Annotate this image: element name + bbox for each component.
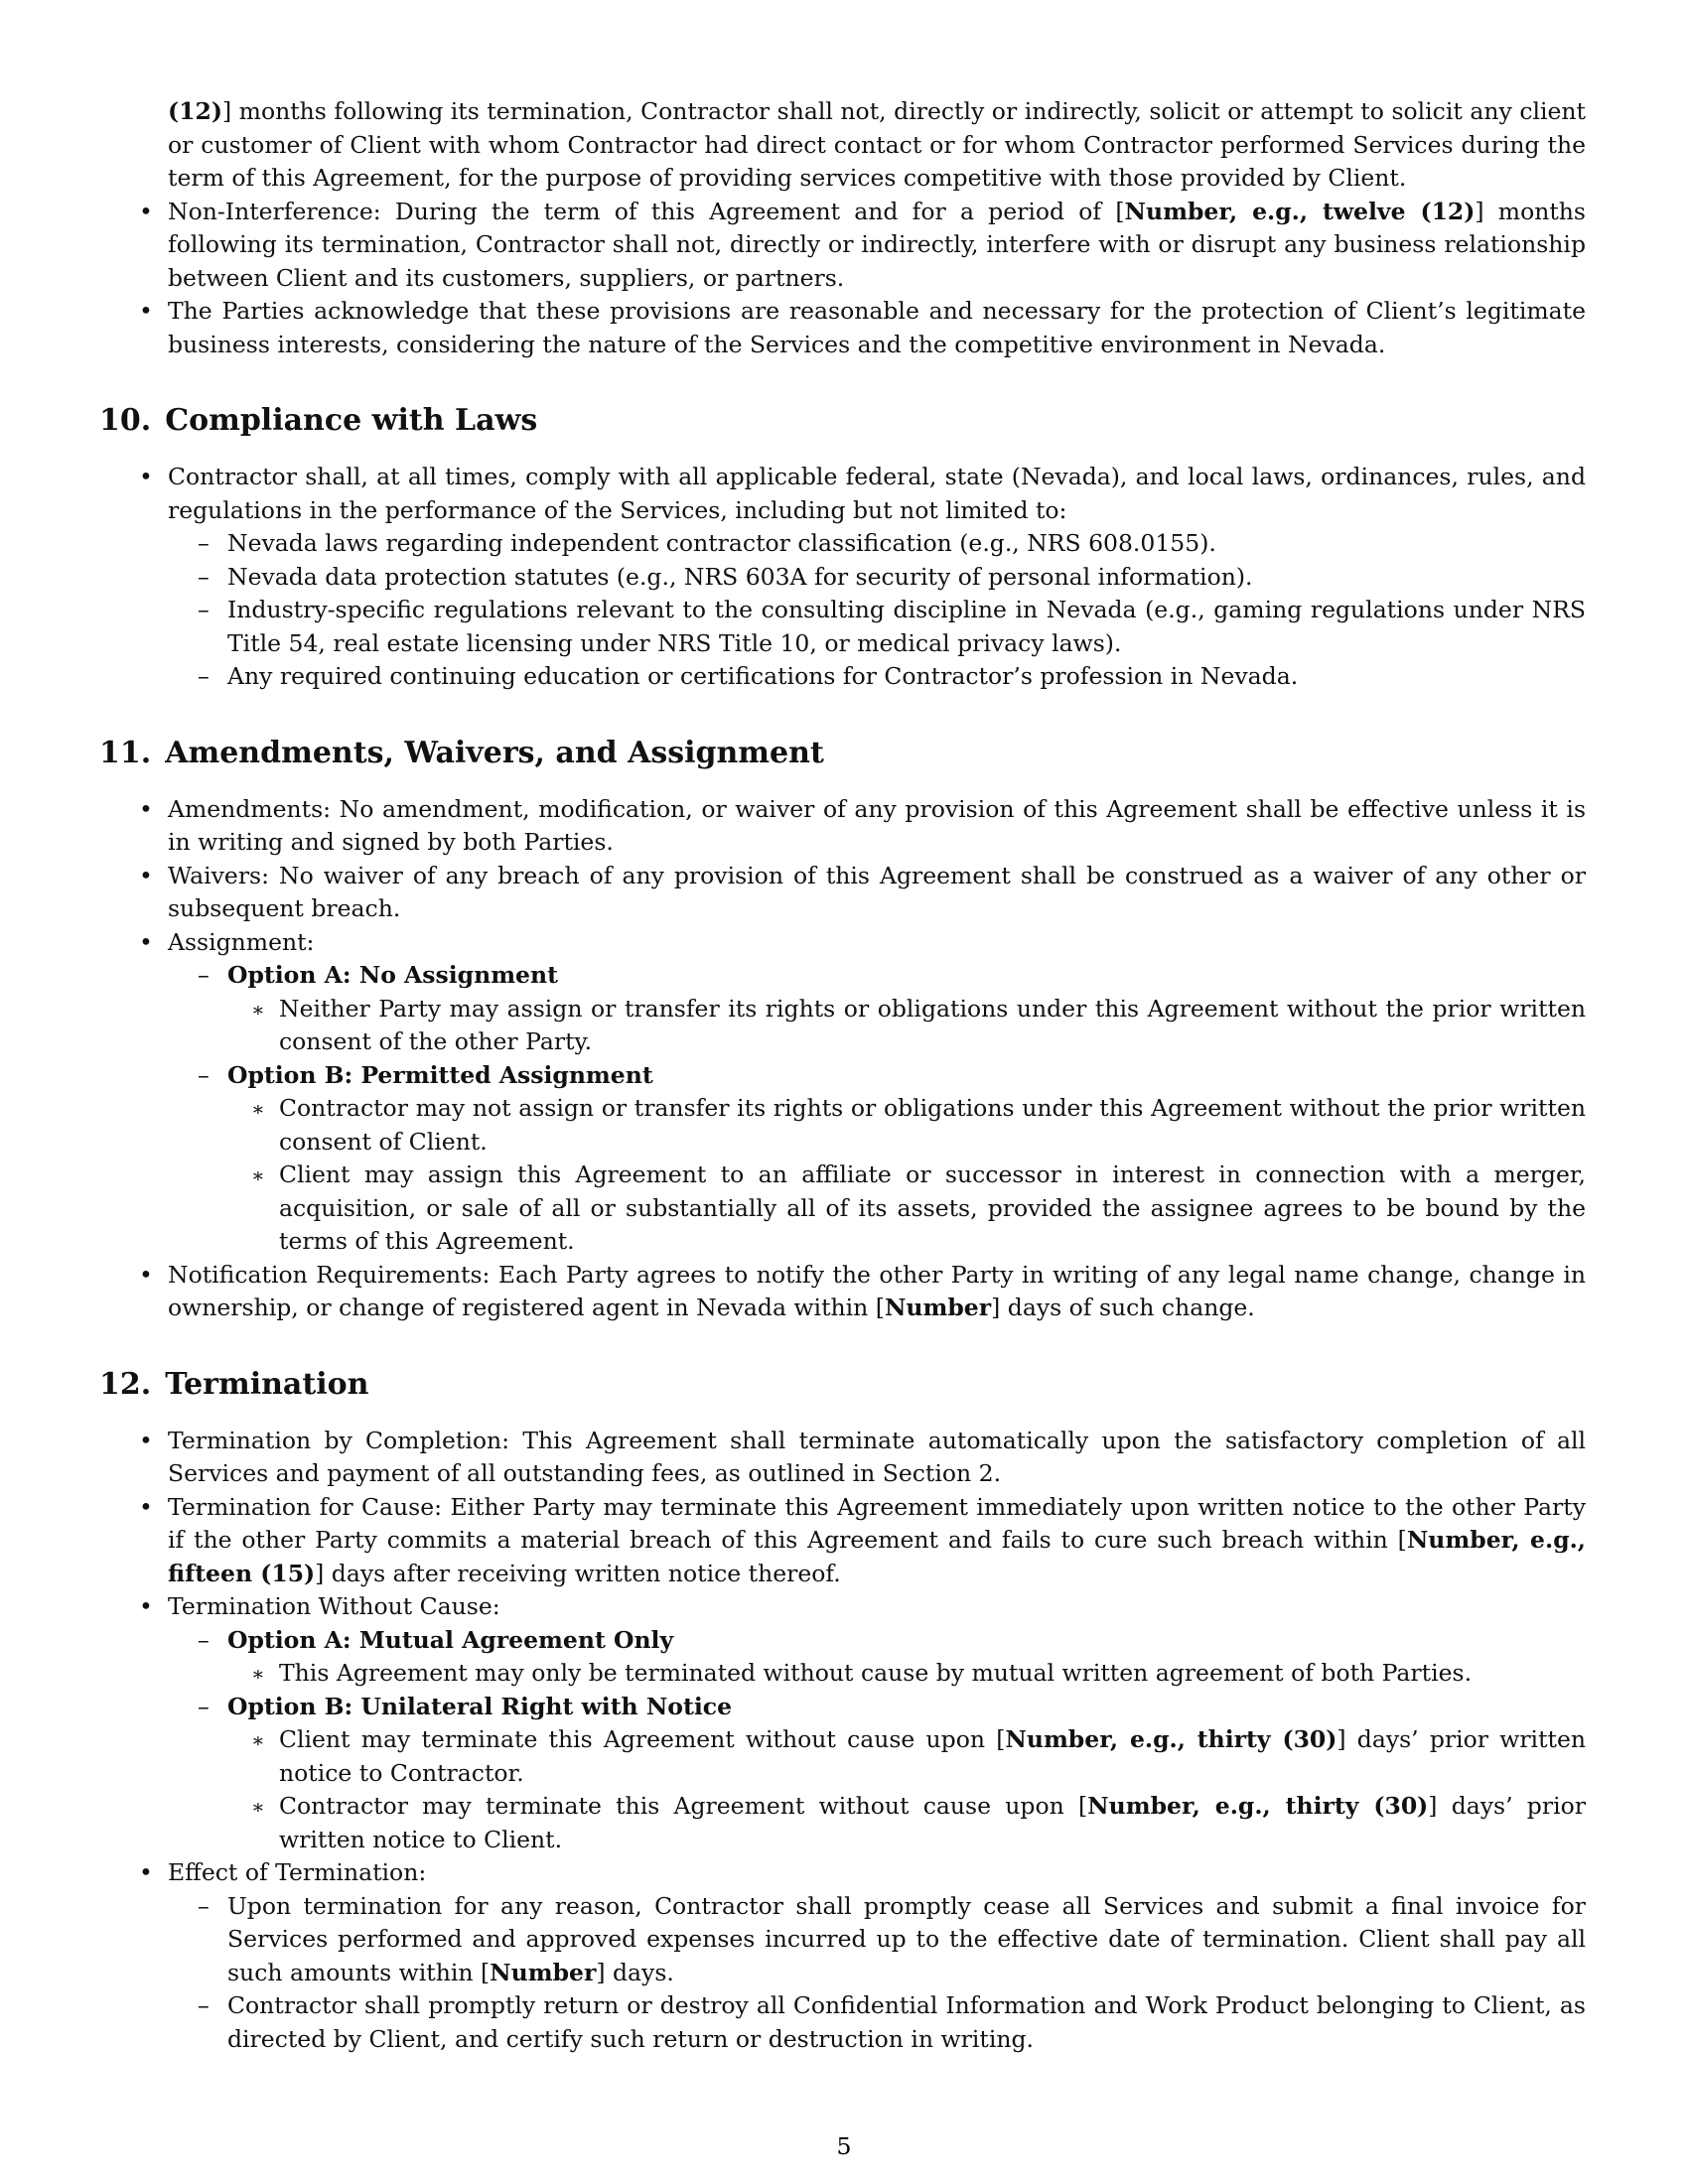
list-item: (12)] months following its termination, Contractor shall not, directly or indirectly, solicit or attempt to solicit any client or customer of Client with whom Contractor had direct contact or for whom Contractor performed Services during the term of this Agreement, for the purpose of providing services competitive with those provided by Client. — [168, 97, 1586, 192]
list-item: • Amendments: No amendment, modification, or waiver of any provision of this Agreement shall be effective unless it is in writing and signed by both Parties. — [99, 793, 1586, 860]
list-item: – Option B: Unilateral Right with Notice ∗ Client may terminate this Agreement without cause upon [Number, e.g., thirty (30)] days’ prior written notice to Contractor. ∗ Contractor may terminate this Agreement without cause upon [Number, e.g., thirty (30)] days’ prior written notice to Client. — [227, 1691, 1586, 1857]
section-12-list — [99, 1425, 1586, 2057]
list-item: • Termination by Completion: This Agreement shall terminate automatically upon the satisfactory completion of all Services and payment of all outstanding fees, as outlined in Section 2. — [99, 1425, 1586, 1491]
sub-sub-list — [279, 993, 1586, 1059]
list-item: ∗ Client may terminate this Agreement without cause upon [Number, e.g., thirty (30)] days’ prior written notice to Contractor. — [279, 1723, 1586, 1790]
list-item: – Upon termination for any reason, Contractor shall promptly cease all Services and submit a final invoice for Services performed and approved expenses incurred up to the effective date of termination. Client shall pay all such amounts within [Number] days. — [227, 1890, 1586, 1990]
list-item: – Industry-specific regulations relevant to the consulting discipline in Nevada (e.g., gaming regulations under NRS Title 54, real estate licensing under NRS Title 10, or medical privacy laws). — [227, 594, 1586, 660]
list-item: – Option B: Permitted Assignment ∗ Contractor may not assign or transfer its rights or obligations under this Agreement without the prior written consent of Client. ∗ Client may assign this Agreement to an affiliate or successor in interest in connection with a merger, acquisition, or sale of all or substantially all of its assets, provided the assignee agrees to be bound by the terms of this Agreement. — [227, 1059, 1586, 1259]
list-item: – Nevada data protection statutes (e.g., NRS 603A for security of personal information). — [227, 561, 1586, 595]
section-heading: 12. Termination — [99, 1366, 369, 1402]
list-item: ∗ Contractor may terminate this Agreement without cause upon [Number, e.g., thirty (30)] days’ prior written notice to Client. — [279, 1790, 1586, 1856]
section-heading: 10. Compliance with Laws — [99, 403, 538, 438]
sub-list — [227, 1890, 1586, 2057]
section-10-list — [99, 461, 1586, 694]
list-item: • Contractor shall, at all times, comply with all applicable federal, state (Nevada), and local laws, ordinances, rules, and regulations in the performance of the Services, including but not limited to: – Nevada laws regarding independent contractor classification (e.g., NRS 608.0155). – Nevada data protection statutes (e.g., NRS 603A for security of personal information). – Industry-specific regulations relevant to the consulting discipline in Nevada (e.g., gaming regulations under NRS Title 54, real estate licensing under NRS Title 10, or medical privacy laws). – Any required continuing education or certifications for Contractor’s profession in Nevada. — [99, 461, 1586, 694]
list-item: ∗ Client may assign this Agreement to an affiliate or successor in interest in connection with a merger, acquisition, or sale of all or substantially all of its assets, provided the assignee agrees to be bound by the terms of this Agreement. — [279, 1159, 1586, 1259]
sub-list — [227, 1624, 1586, 1857]
section-9-continued-list — [99, 95, 1586, 361]
list-item: ∗ Neither Party may assign or transfer its rights or obligations under this Agreement without the prior written consent of the other Party. — [279, 993, 1586, 1059]
list-item: • Waivers: No waiver of any breach of any provision of this Agreement shall be construed as a waiver of any other or subsequent breach. — [99, 860, 1586, 926]
list-item: • Termination for Cause: Either Party may terminate this Agreement immediately upon written notice to the other Party if the other Party commits a material breach of this Agreement and fails to cure such breach within [Number, e.g., fifteen (15)] days after receiving written notice thereof. — [99, 1491, 1586, 1591]
sub-list — [227, 959, 1586, 1259]
list-item: – Option A: No Assignment ∗ Neither Party may assign or transfer its rights or obligations under this Agreement without the prior written consent of the other Party. — [227, 959, 1586, 1059]
list-item: • The Parties acknowledge that these provisions are reasonable and necessary for the protection of Client’s legitimate business interests, considering the nature of the Services and the competitive environment in Nevada. — [99, 295, 1586, 361]
page-number: 5 — [836, 2132, 852, 2160]
list-item: – Nevada laws regarding independent contractor classification (e.g., NRS 608.0155). — [227, 527, 1586, 561]
list-item: – Contractor shall promptly return or destroy all Confidential Information and Work Product belonging to Client, as directed by Client, and certify such return or destruction in writing. — [227, 1989, 1586, 2056]
sub-sub-list — [279, 1723, 1586, 1856]
sub-sub-list — [279, 1092, 1586, 1259]
sub-list — [227, 527, 1586, 694]
list-item: • Effect of Termination: – Upon termination for any reason, Contractor shall promptly cease all Services and submit a final invoice for Services performed and approved expenses incurred up to the effective date of termination. Client shall pay all such amounts within [Number] days. – Contractor shall promptly return or destroy all Confidential Information and Work Product belonging to Client, as directed by Client, and certify such return or destruction in writing. — [99, 1856, 1586, 2056]
list-item: • Non-Interference: During the term of this Agreement and for a period of [Number, e.g., twelve (12)] months following its termination, Contractor shall not, directly or indirectly, interfere with or disrupt any business relationship between Client and its customers, suppliers, or partners. — [99, 196, 1586, 296]
list-item: ∗ This Agreement may only be terminated without cause by mutual written agreement of both Parties. — [279, 1657, 1586, 1691]
sub-sub-list — [279, 1657, 1586, 1691]
section-11-list — [99, 793, 1586, 1325]
list-item: ∗ Contractor may not assign or transfer its rights or obligations under this Agreement without the prior written consent of Client. — [279, 1092, 1586, 1159]
list-item: • Assignment: – Option A: No Assignment ∗ Neither Party may assign or transfer its rights or obligations under this Agreement without the prior written consent of the other Party. – Option B: Permitted Assignment ∗ Contractor may not assign or transfer its rights or obligations under this Agreement without the prior written consent of Client. ∗ Client may assign this Agreement to an affiliate or successor in interest in connection with a merger, acquisition, or sale of all or substantially all of its assets, provided the assignee agrees to be bound by the terms of this Agreement. — [99, 926, 1586, 1259]
list-item: – Option A: Mutual Agreement Only ∗ This Agreement may only be terminated without cause by mutual written agreement of both Parties. — [227, 1624, 1586, 1691]
list-item: • Notification Requirements: Each Party agrees to notify the other Party in writing of any legal name change, change in ownership, or change of registered agent in Nevada within [Number] days of such change. — [99, 1259, 1586, 1325]
list-item: – Any required continuing education or certifications for Contractor’s profession in Nevada. — [227, 660, 1586, 694]
document-page — [99, 95, 1586, 2056]
section-heading: 11. Amendments, Waivers, and Assignment — [99, 735, 824, 770]
list-item: • Termination Without Cause: – Option A: Mutual Agreement Only ∗ This Agreement may only be terminated without cause by mutual written agreement of both Parties. – Option B: Unilateral Right with Notice ∗ Client may terminate this Agreement without cause upon [Number, e.g., thirty (30)] days’ prior written notice to Contractor. ∗ Contractor may terminate this Agreement without cause upon [Number, e.g., thirty (30)] days’ prior written notice to Client. — [99, 1590, 1586, 1856]
